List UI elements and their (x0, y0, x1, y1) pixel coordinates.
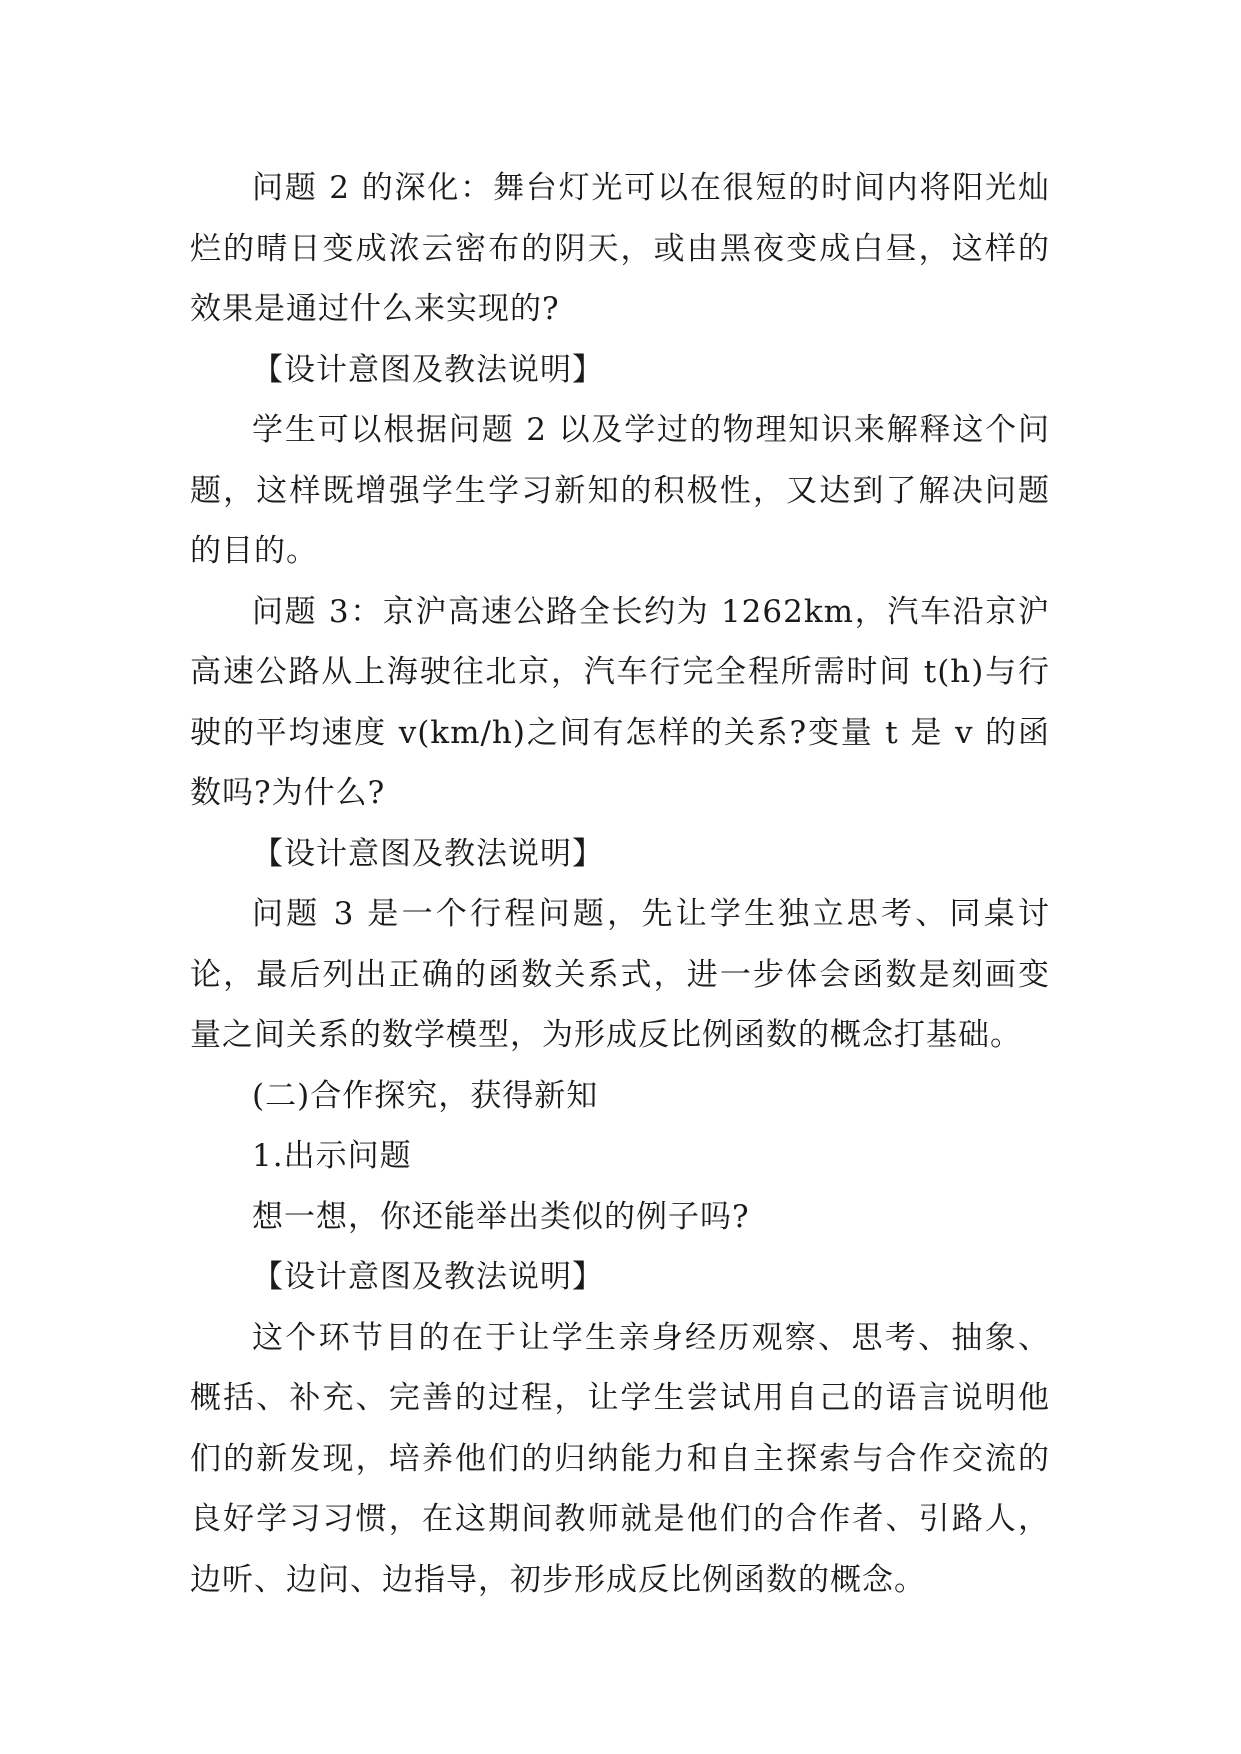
heading-design-intent: 【设计意图及教法说明】 (252, 1259, 604, 1295)
subheading-show-problem: 1.出示问题 (252, 1138, 412, 1174)
paragraph-design-intent-1: 学生可以根据问题 2 以及学过的物理知识来解释这个问题，这样既增强学生学习新知的积极性，又达到了解决问题的目的。 (190, 412, 1050, 569)
paragraph-think-about-it: 想一想，你还能举出类似的例子吗? (252, 1198, 750, 1235)
document-body (190, 158, 1050, 1610)
paragraph-design-intent-2: 问题 3 是一个行程问题，先让学生独立思考、同桌讨论，最后列出正确的函数关系式，进一步体会函数是刻画变量之间关系的数学模型，为形成反比例函数的概念打基础。 (190, 896, 1050, 1053)
paragraph-problem-2-deepening: 问题 2 的深化：舞台灯光可以在很短的时间内将阳光灿烂的晴日变成浓云密布的阴天，或由黑夜变成白昼，这样的效果是通过什么来实现的? (190, 170, 1050, 327)
paragraph-design-intent-3: 这个环节目的在于让学生亲身经历观察、思考、抽象、概括、补充、完善的过程，让学生尝试用自己的语言说明他们的新发现，培养他们的归纳能力和自主探索与合作交流的良好学习习惯，在这期间教师就是他们的合作者、引路人，边听、边问、边指导，初步形成反比例函数的概念。 (190, 1319, 1050, 1598)
paragraph-problem-3: 问题 3：京沪高速公路全长约为 1262km，汽车沿京沪高速公路从上海驶往北京，汽车行完全程所需时间 t(h)与行驶的平均速度 v(km/h)之间有怎样的关系?变量 t 是 v 的函数吗?为什么? (190, 593, 1050, 811)
heading-design-intent: 【设计意图及教法说明】 (252, 351, 604, 388)
heading-design-intent: 【设计意图及教法说明】 (252, 835, 604, 872)
section-heading-cooperative-inquiry: (二)合作探究，获得新知 (252, 1077, 599, 1114)
